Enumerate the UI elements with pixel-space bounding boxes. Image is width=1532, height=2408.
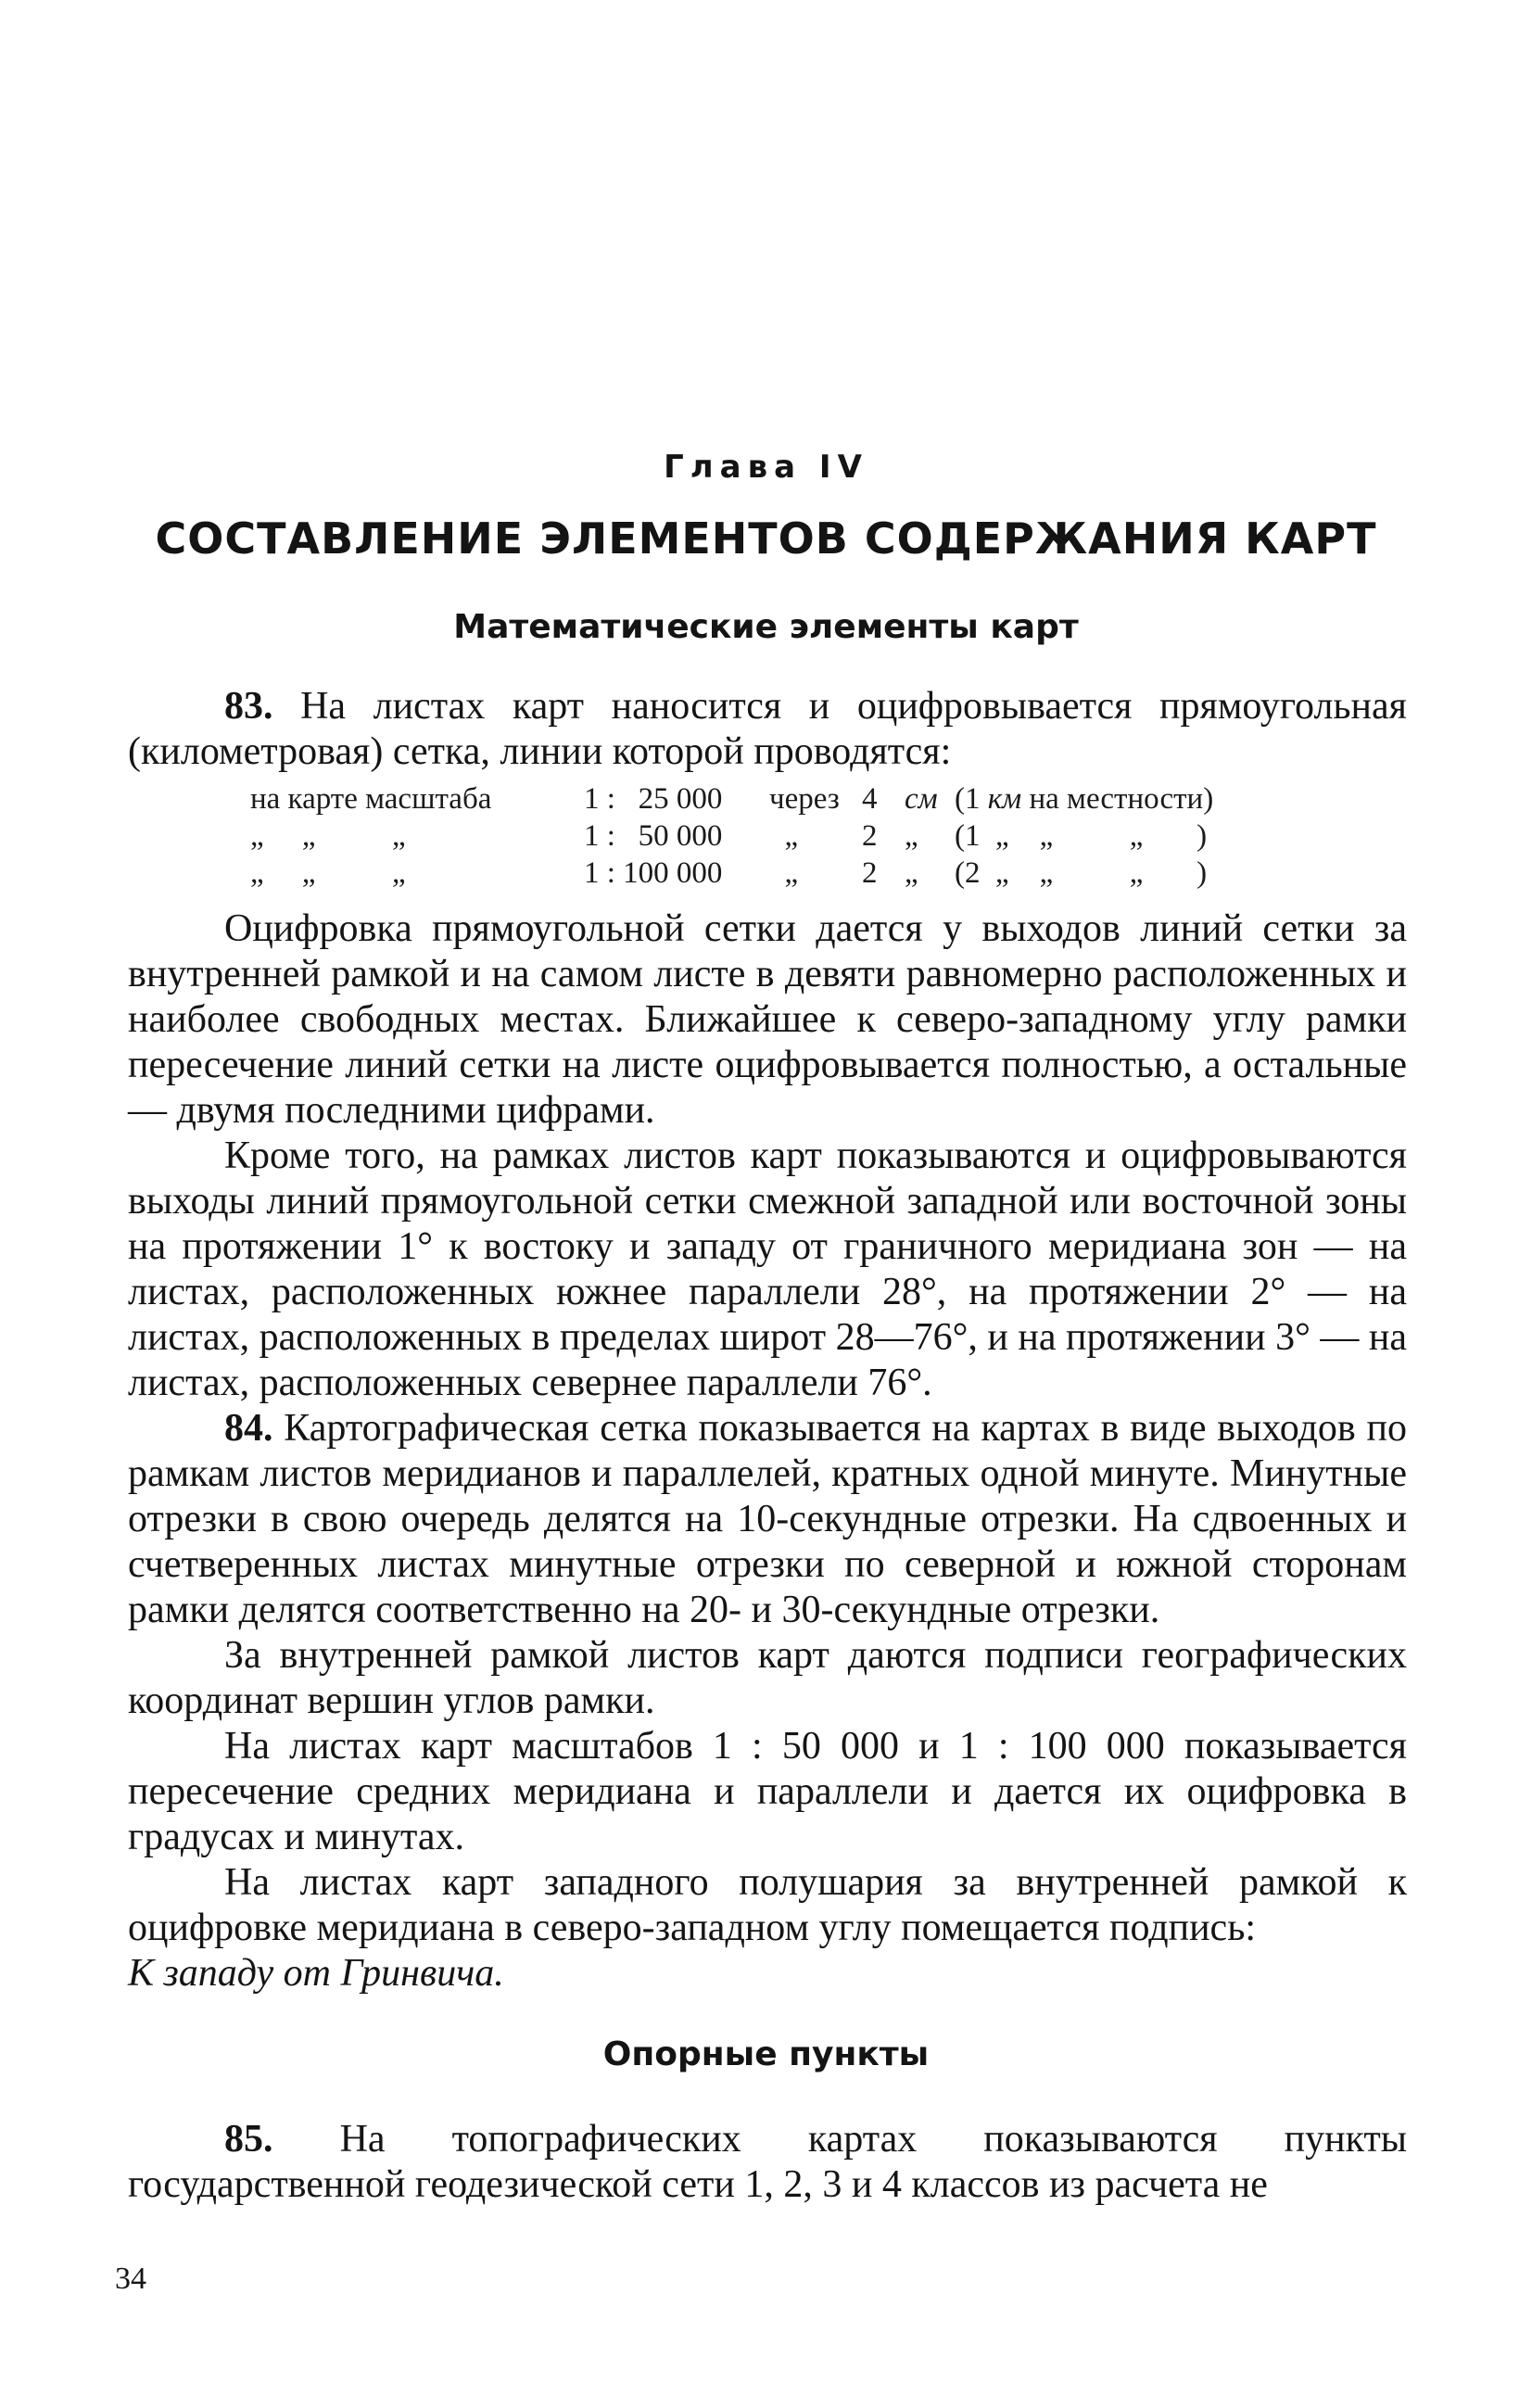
chapter-title: СОСТАВЛЕНИЕ ЭЛЕМЕНТОВ СОДЕРЖАНИЯ КАРТ [155, 513, 1377, 564]
paragraph-text: На топографических картах показываются пункты государственной геодезической сети 1, 2, 3 и 4 классов из расчета не [128, 2118, 1407, 2206]
scale-row [250, 780, 1307, 817]
scale-row [250, 817, 1307, 855]
scale-table [250, 780, 1307, 892]
paragraph-85-block [128, 2117, 1407, 2208]
scale-row-via: „ [769, 856, 799, 890]
scale-row-via: „ [769, 819, 799, 853]
scale-row-ground: (1 км на местности) [955, 782, 1214, 816]
scale-row-label: „ „ „ [250, 819, 406, 853]
paragraph-84-western-hemisphere [128, 1860, 1407, 1996]
scale-row-unit: „ [905, 856, 918, 890]
chapter-label: Глава IV [664, 449, 868, 486]
paragraph-text: На листах карт наносится и оцифровывается прямоугольная (километровая) сетка, линии которой проводятся: [128, 685, 1407, 773]
page-number: 34 [115, 2262, 146, 2296]
scale-row-label: на карте масштаба [250, 782, 492, 816]
scale-row-unit: см [905, 782, 938, 816]
scale-row-label: „ „ „ [250, 856, 406, 890]
paragraph-85 [128, 2117, 1407, 2208]
paragraph-83 [128, 684, 1407, 775]
paragraph-number: 85. [224, 2118, 273, 2161]
paragraph-84-corners: За внутренней рамкой листов карт даются подписи географических координат вершин углов рамки. [128, 1634, 1407, 1722]
paragraph-number: 83. [224, 685, 273, 728]
paragraph-83-block [128, 684, 1407, 775]
scale-row-distance: 2 [862, 819, 878, 853]
scale-row-via: через [769, 782, 840, 816]
scale-row-ground: (1 „ „ „ ) [955, 819, 1208, 853]
scale-row-ground: (2 „ „ „ ) [955, 856, 1208, 890]
paragraph-83-zones: Кроме того, на рамках листов карт показываются и оцифровываются выходы линий прямоугольной сетки смежной западной или восточной зоны на протяжении 1° к востоку и западу от граничного меридиана зон — на листах, расположенных южнее параллели 28°, на протяжении 2° — на листах, расположенных в пределах широт 28—76°, и на протяжении 3° — на листах, расположенных севернее параллели 76°. [128, 1134, 1407, 1404]
paragraph-84-intersection: На листах карт масштабов 1 : 50 000 и 1 : 100 000 показывается пересечение средних меридиана и параллели и дается их оцифровка в градусах и минутах. [128, 1725, 1407, 1858]
paragraph-text: На листах карт западного полушария за внутренней рамкой к оцифровке меридиана в северо-западном углу помещается подпись: [128, 1861, 1407, 1949]
italic-caption: К западу от Гринвича. [128, 1952, 504, 1995]
scale-row [250, 855, 1307, 892]
paragraph-number: 84. [224, 1407, 273, 1450]
body-text-block [128, 906, 1407, 1996]
scale-row-unit: „ [905, 819, 918, 853]
scale-row-scale: 1 : 50 000 [584, 819, 723, 853]
section-heading-reference-points: Опорные пункты [602, 2035, 930, 2073]
paragraph-text: Картографическая сетка показывается на картах в виде выходов по рамкам листов меридианов и параллелей, кратных одной минуте. Минутные отрезки в свою очередь делятся на 10-секундные отрезки. На сдвоенных и счетверенных листах минутные отрезки по северной и южной сторонам рамки делятся соответственно на 20- и 30-секундные отрезки. [128, 1407, 1407, 1631]
scale-row-distance: 2 [862, 856, 878, 890]
paragraph-84 [128, 1406, 1407, 1633]
scale-row-scale: 1 : 25 000 [584, 782, 723, 816]
paragraph-83-continued: Оцифровка прямоугольной сетки дается у выходов линий сетки за внутренней рамкой и на самом листе в девяти равномерно расположенных и наиболее свободных местах. Ближайшее к северо-западному углу рамки пересечение линий сетки на листе оцифровывается полностью, а остальные — двумя последними цифрами. [128, 907, 1407, 1132]
section-heading-math: Математические элементы карт [453, 608, 1079, 646]
scale-row-scale: 1 : 100 000 [584, 856, 723, 890]
scale-row-distance: 4 [862, 782, 878, 816]
